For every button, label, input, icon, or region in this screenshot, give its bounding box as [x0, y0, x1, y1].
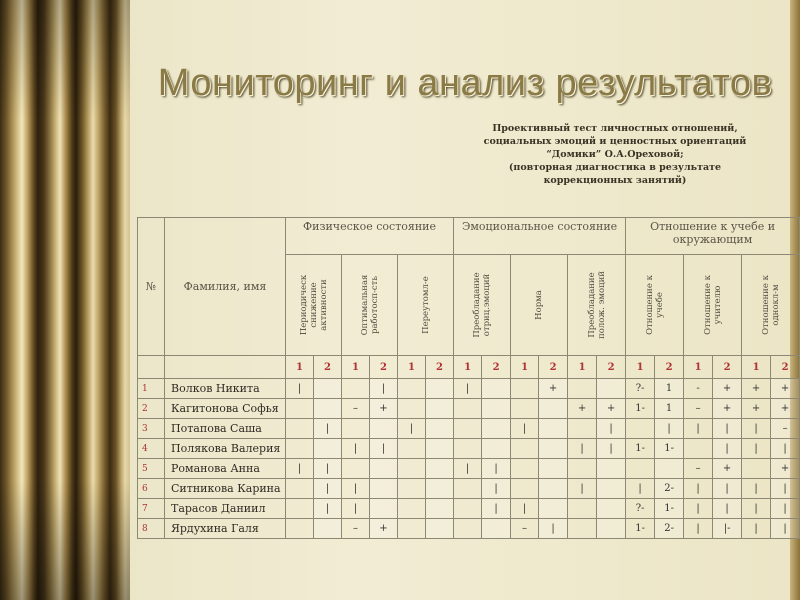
score-cell: [454, 499, 482, 519]
score-cell: [454, 439, 482, 459]
score-cell: [568, 419, 597, 439]
score-cell: [482, 399, 511, 419]
score-cell: +: [713, 399, 742, 419]
score-cell: |: [597, 439, 626, 459]
score-cell: |: [713, 499, 742, 519]
score-cell: [454, 479, 482, 499]
score-cell: –: [342, 399, 370, 419]
score-cell: |: [314, 459, 342, 479]
score-cell: –: [771, 419, 800, 439]
score-cell: |: [539, 519, 568, 539]
score-cell: [286, 399, 314, 419]
score-cell: |: [511, 419, 539, 439]
score-cell: [539, 439, 568, 459]
subtitle-line: “Домики” О.А.Ореховой;: [546, 149, 684, 160]
table-row: [138, 439, 800, 459]
score-cell: [398, 499, 426, 519]
session-number: 1: [511, 356, 539, 379]
score-cell: |: [742, 479, 771, 499]
score-cell: [342, 379, 370, 399]
student-name: Потапова Саша: [165, 419, 286, 439]
session-number: 2: [482, 356, 511, 379]
score-cell: |: [771, 519, 800, 539]
score-cell: +: [568, 399, 597, 419]
score-cell: [511, 459, 539, 479]
score-cell: |: [482, 499, 511, 519]
score-cell: |: [684, 479, 713, 499]
score-cell: |: [713, 479, 742, 499]
score-cell: +: [742, 399, 771, 419]
score-cell: [342, 459, 370, 479]
score-cell: +: [713, 379, 742, 399]
score-cell: [482, 419, 511, 439]
score-cell: 1-: [626, 519, 655, 539]
score-cell: [370, 459, 398, 479]
score-cell: |: [342, 479, 370, 499]
score-cell: |: [370, 439, 398, 459]
score-cell: –: [684, 459, 713, 479]
score-cell: |: [742, 499, 771, 519]
score-cell: |: [314, 419, 342, 439]
score-cell: [511, 439, 539, 459]
slide-subtitle: [455, 122, 775, 187]
score-cell: ?-: [626, 499, 655, 519]
score-cell: [454, 519, 482, 539]
score-cell: |: [597, 419, 626, 439]
score-cell: |: [482, 459, 511, 479]
row-number: 6: [138, 479, 165, 499]
table-row: [138, 519, 800, 539]
score-cell: [482, 439, 511, 459]
score-cell: [398, 519, 426, 539]
score-cell: |: [742, 439, 771, 459]
score-cell: +: [771, 379, 800, 399]
session-number: 1: [626, 356, 655, 379]
subcol-optimal-capacity: Оптимальная работосп-сть: [342, 255, 398, 356]
subcol-attitude-teacher: Отношение к учителю: [684, 255, 742, 356]
score-cell: |: [286, 379, 314, 399]
subcol-low-activity: Периодическ снижение активности: [286, 255, 342, 356]
subcol-norm: Норма: [511, 255, 568, 356]
score-cell: 1: [655, 379, 684, 399]
score-cell: |: [511, 499, 539, 519]
score-cell: 1-: [626, 439, 655, 459]
slide-title: Мониторинг и анализ результатов: [157, 62, 773, 104]
score-cell: [539, 479, 568, 499]
score-cell: [286, 479, 314, 499]
score-cell: –: [684, 399, 713, 419]
score-cell: [454, 399, 482, 419]
session-number: 2: [771, 356, 800, 379]
score-cell: [370, 479, 398, 499]
score-cell: |: [454, 459, 482, 479]
score-cell: |: [314, 479, 342, 499]
header-number: №: [138, 218, 165, 356]
score-cell: |: [626, 479, 655, 499]
score-cell: ?-: [626, 379, 655, 399]
row-number: 7: [138, 499, 165, 519]
score-cell: –: [511, 519, 539, 539]
score-cell: -: [684, 379, 713, 399]
session-number: 2: [597, 356, 626, 379]
score-cell: [626, 419, 655, 439]
score-cell: [286, 419, 314, 439]
score-cell: |: [771, 499, 800, 519]
score-cell: |: [342, 439, 370, 459]
score-cell: [742, 459, 771, 479]
score-cell: [314, 379, 342, 399]
score-cell: |: [398, 419, 426, 439]
score-cell: |: [454, 379, 482, 399]
score-cell: [426, 419, 454, 439]
subtitle-line: социальных эмоций и ценностных ориентаций: [483, 136, 747, 147]
score-cell: [568, 459, 597, 479]
subtitle-line: (повторная диагностика в результате: [508, 162, 722, 173]
session-number: 1: [454, 356, 482, 379]
row-number: 4: [138, 439, 165, 459]
group-emotional: Эмоциональное состояние: [454, 218, 626, 255]
score-cell: +: [370, 399, 398, 419]
score-cell: [398, 399, 426, 419]
score-cell: |: [713, 439, 742, 459]
subtitle-line: Проективный тест личностных отношений,: [492, 123, 738, 134]
score-cell: [398, 479, 426, 499]
student-name: Ярдухина Галя: [165, 519, 286, 539]
score-cell: [454, 419, 482, 439]
session-number: 2: [314, 356, 342, 379]
score-cell: [482, 519, 511, 539]
score-cell: +: [370, 519, 398, 539]
score-cell: 2-: [655, 479, 684, 499]
score-cell: [511, 379, 539, 399]
score-cell: +: [713, 459, 742, 479]
score-cell: 1-: [626, 399, 655, 419]
score-cell: [655, 459, 684, 479]
score-cell: [342, 419, 370, 439]
subcol-fatigue: Переутомл-е: [398, 255, 454, 356]
score-cell: [597, 459, 626, 479]
score-cell: [398, 459, 426, 479]
session-number: 2: [713, 356, 742, 379]
row-number: 3: [138, 419, 165, 439]
score-cell: [370, 499, 398, 519]
student-name: Тарасов Даниил: [165, 499, 286, 519]
score-cell: |: [342, 499, 370, 519]
score-cell: 1: [655, 399, 684, 419]
score-cell: |: [742, 419, 771, 439]
score-cell: [511, 479, 539, 499]
score-cell: [426, 479, 454, 499]
score-cell: [398, 379, 426, 399]
score-cell: [286, 499, 314, 519]
score-cell: [568, 499, 597, 519]
results-table: [137, 217, 800, 539]
score-cell: |: [286, 459, 314, 479]
score-cell: |: [771, 439, 800, 459]
score-cell: 1-: [655, 499, 684, 519]
score-cell: [286, 439, 314, 459]
score-cell: [597, 479, 626, 499]
student-name: Волков Никита: [165, 379, 286, 399]
score-cell: [426, 519, 454, 539]
score-cell: [286, 519, 314, 539]
score-cell: +: [771, 399, 800, 419]
row-number: 1: [138, 379, 165, 399]
score-cell: |: [713, 419, 742, 439]
student-name: Кагитонова Софья: [165, 399, 286, 419]
subcol-attitude-classmates: Отношение к однокл-м: [742, 255, 800, 356]
score-cell: [482, 379, 511, 399]
table-row: [138, 379, 800, 399]
score-cell: [398, 439, 426, 459]
student-name: Ситникова Карина: [165, 479, 286, 499]
score-cell: [426, 459, 454, 479]
score-cell: 2-: [655, 519, 684, 539]
header-name: Фамилия, имя: [165, 218, 286, 356]
score-cell: |: [314, 499, 342, 519]
group-physical: Физическое состояние: [286, 218, 454, 255]
session-number: 2: [426, 356, 454, 379]
subtitle-line: коррекционных занятий): [543, 175, 687, 186]
score-cell: –: [342, 519, 370, 539]
score-cell: [539, 499, 568, 519]
score-cell: [597, 519, 626, 539]
session-number: 1: [684, 356, 713, 379]
score-cell: [426, 439, 454, 459]
score-cell: 1-: [655, 439, 684, 459]
score-cell: |: [482, 479, 511, 499]
row-number: 5: [138, 459, 165, 479]
score-cell: |: [568, 439, 597, 459]
score-cell: [426, 499, 454, 519]
score-cell: |-: [713, 519, 742, 539]
table-row: [138, 419, 800, 439]
score-cell: [314, 519, 342, 539]
session-number: 1: [286, 356, 314, 379]
session-number: 1: [568, 356, 597, 379]
score-cell: |: [655, 419, 684, 439]
score-cell: [511, 399, 539, 419]
session-number: 1: [742, 356, 771, 379]
score-cell: [370, 419, 398, 439]
score-cell: [568, 519, 597, 539]
group-attitude: Отношение к учебе и окружающим: [626, 218, 800, 255]
decorative-gold-columns: [0, 0, 130, 600]
row-number: 2: [138, 399, 165, 419]
score-cell: [426, 379, 454, 399]
score-cell: +: [742, 379, 771, 399]
score-cell: [314, 399, 342, 419]
row-number: 8: [138, 519, 165, 539]
score-cell: +: [771, 459, 800, 479]
subcol-positive-emotions: Преобладание полож. эмоций: [568, 255, 626, 356]
score-cell: |: [684, 519, 713, 539]
table-row: [138, 479, 800, 499]
score-cell: [539, 399, 568, 419]
score-cell: |: [771, 479, 800, 499]
session-number-row: [138, 356, 800, 379]
score-cell: [539, 459, 568, 479]
score-cell: |: [742, 519, 771, 539]
table-row: [138, 499, 800, 519]
score-cell: [684, 439, 713, 459]
score-cell: [626, 459, 655, 479]
table-row: [138, 459, 800, 479]
table-row: [138, 399, 800, 419]
score-cell: [539, 419, 568, 439]
score-cell: [568, 379, 597, 399]
session-number: 2: [370, 356, 398, 379]
score-cell: |: [370, 379, 398, 399]
score-cell: +: [539, 379, 568, 399]
subcol-attitude-study: Отношение к учебе: [626, 255, 684, 356]
subcol-negative-emotions: Преобладание отриц.эмоций: [454, 255, 511, 356]
score-cell: [426, 399, 454, 419]
session-number: 1: [398, 356, 426, 379]
student-name: Полякова Валерия: [165, 439, 286, 459]
session-number: 2: [655, 356, 684, 379]
student-name: Романова Анна: [165, 459, 286, 479]
score-cell: [597, 499, 626, 519]
score-cell: [314, 439, 342, 459]
score-cell: [597, 379, 626, 399]
session-number: 1: [342, 356, 370, 379]
score-cell: |: [568, 479, 597, 499]
score-cell: +: [597, 399, 626, 419]
score-cell: |: [684, 419, 713, 439]
session-number: 2: [539, 356, 568, 379]
score-cell: |: [684, 499, 713, 519]
